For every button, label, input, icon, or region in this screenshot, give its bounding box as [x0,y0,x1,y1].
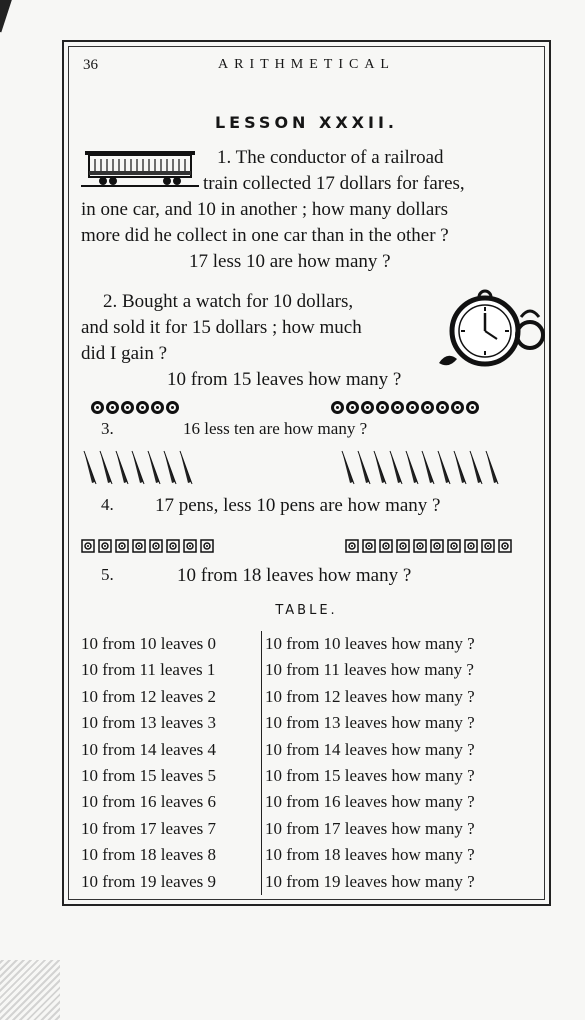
ring-counter-icon [451,401,464,414]
quill-pen-icon [357,449,371,485]
quill-pen-group-right [341,449,499,485]
table-cell-answer: 10 from 19 leaves 9 [81,871,217,891]
flower-ornament-icon [413,539,427,553]
railroad-car-icon [81,147,199,189]
flower-ornament-icon [183,539,197,553]
problem-2-line-2: and sold it for 15 dollars ; how much [81,317,362,338]
problem-1-line-4: more did he collect in one car than in the other ? [81,225,449,246]
ring-counter-icon [151,401,164,414]
quill-pen-icon [83,449,97,485]
quill-pen-icon [421,449,435,485]
problem-3-text: 16 less ten are how many ? [183,419,368,438]
table-title: TABLE. [275,603,338,618]
flower-ornament-icon [447,539,461,553]
table-cell-answer: 10 from 16 leaves 6 [81,792,217,812]
flower-ornament-icon [379,539,393,553]
quill-pen-icon [389,449,403,485]
page-inner-border [68,46,545,900]
pocket-watch-icon [435,283,547,367]
ring-counter-icon [406,401,419,414]
quill-pen-icon [469,449,483,485]
flower-ornament-icon [464,539,478,553]
quill-pen-icon [453,449,467,485]
ring-counter-icon [466,401,479,414]
problem-2-question: 10 from 15 leaves how many ? [167,369,402,390]
ring-counter-icon [91,401,104,414]
table-divider [261,631,262,895]
quill-pen-icon [163,449,177,485]
quill-pen-icon [373,449,387,485]
problem-5-text: 10 from 18 leaves how many ? [177,565,412,586]
problem-1-question: 17 less 10 are how many ? [189,251,391,272]
running-title: ARITHMETICAL [218,57,395,72]
ring-counter-group-right [331,401,479,414]
page-number: 36 [83,57,98,73]
flower-ornament-icon [132,539,146,553]
flower-ornament-icon [149,539,163,553]
quill-pen-icon [405,449,419,485]
problem-1-line-3: in one car, and 10 in another ; how many dollars [81,199,449,220]
table-cell-question: 10 from 18 leaves how many ? [265,845,475,865]
quill-pen-icon [437,449,451,485]
quill-pen-icon [115,449,129,485]
flower-ornament-icon [345,539,359,553]
quill-pen-icon [131,449,145,485]
ring-counter-icon [391,401,404,414]
table-cell-answer: 10 from 11 leaves 1 [81,660,216,680]
flower-ornament-icon [481,539,495,553]
lesson-title: LESSON XXXII. [214,113,398,132]
quill-pen-icon [179,449,193,485]
ring-counter-group-left [91,401,179,414]
table-cell-question: 10 from 11 leaves how many ? [265,660,474,680]
table-cell-question: 10 from 13 leaves how many ? [265,713,475,733]
problem-4-number: 4. [101,495,114,514]
page-border [62,40,551,906]
table-cell-answer: 10 from 10 leaves 0 [81,634,217,653]
flower-ornament-icon [166,539,180,553]
flower-ornament-icon [200,539,214,553]
flower-ornament-icon [98,539,112,553]
page-corner-shading [0,960,60,1020]
quill-pen-group-left [83,449,193,485]
ring-counter-icon [376,401,389,414]
flower-ornament-group-right [345,539,512,553]
table-cell-answer: 10 from 12 leaves 2 [81,686,217,706]
flower-ornament-icon [430,539,444,553]
ring-counter-icon [346,401,359,414]
problem-3-number: 3. [101,419,114,438]
ring-counter-icon [331,401,344,414]
problem-2-line-3: did I gain ? [81,343,168,364]
running-head [77,57,536,79]
ring-counter-icon [136,401,149,414]
page-edge-shadow [0,0,14,32]
quill-pen-icon [341,449,355,485]
problem-1-line-1: 1. The conductor of a railroad [217,147,444,168]
ring-counter-icon [361,401,374,414]
table-cell-answer: 10 from 18 leaves 8 [81,845,217,865]
table-cell-question: 10 from 14 leaves how many ? [265,739,475,759]
quill-pen-icon [485,449,499,485]
flower-ornament-icon [396,539,410,553]
quill-pen-icon [147,449,161,485]
flower-ornament-group-left [81,539,214,553]
problem-4-text: 17 pens, less 10 pens are how many ? [155,495,441,516]
ring-counter-icon [121,401,134,414]
problem-1-line-2: train collected 17 dollars for fares, [203,173,465,194]
table-cell-answer: 10 from 15 leaves 5 [81,766,217,785]
ring-counter-icon [166,401,179,414]
flower-ornament-icon [81,539,95,553]
table-cell-question: 10 from 12 leaves how many ? [265,686,475,706]
flower-ornament-icon [362,539,376,553]
ring-counter-icon [436,401,449,414]
table-cell-answer: 10 from 13 leaves 3 [81,713,217,733]
flower-ornament-icon [115,539,129,553]
table-cell-question: 10 from 15 leaves how many ? [265,766,475,785]
problem-2-line-1: 2. Bought a watch for 10 dollars, [103,291,354,312]
quill-pen-icon [99,449,113,485]
table-cell-answer: 10 from 17 leaves 7 [81,818,217,838]
ring-counter-icon [421,401,434,414]
problem-5-number: 5. [101,565,114,584]
table-cell-question: 10 from 19 leaves how many ? [265,871,475,891]
table-cell-question: 10 from 10 leaves how many ? [265,634,475,653]
flower-ornament-icon [498,539,512,553]
table-cell-question: 10 from 17 leaves how many ? [265,818,475,838]
table-cell-question: 10 from 16 leaves how many ? [265,792,475,812]
table-cell-answer: 10 from 14 leaves 4 [81,739,217,759]
ring-counter-icon [106,401,119,414]
